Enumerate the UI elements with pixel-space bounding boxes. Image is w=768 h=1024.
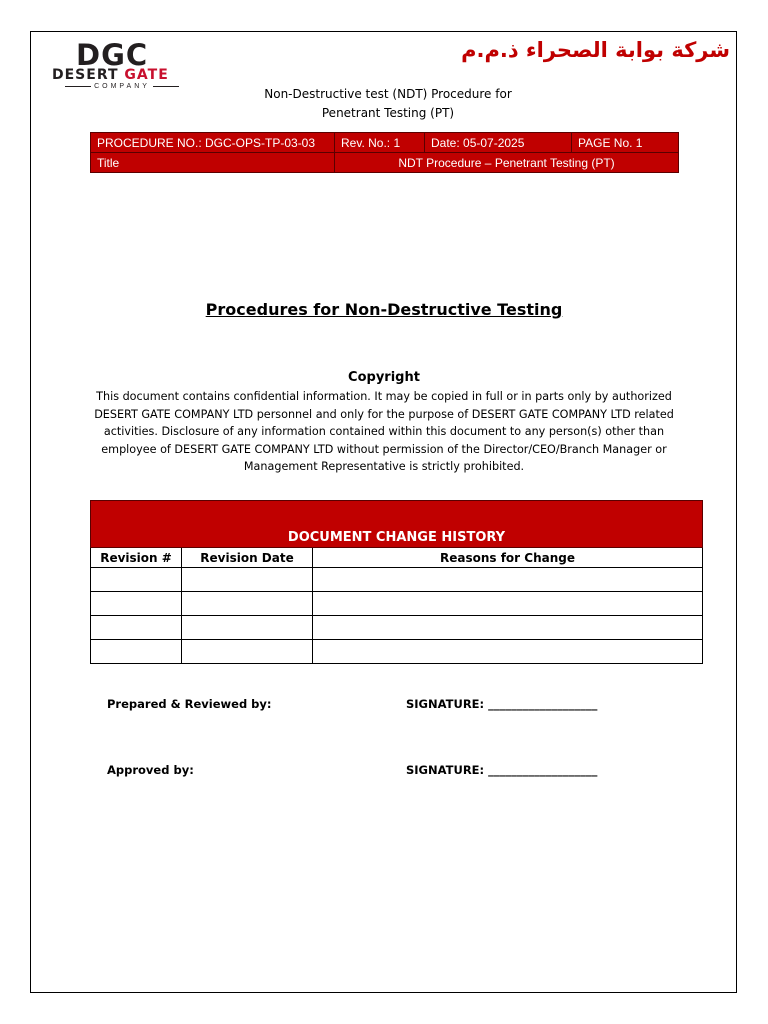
table-row [91, 640, 703, 664]
column-header: Revision # [91, 548, 182, 568]
copyright-text: This document contains confidential information. It may be copied in full or in parts only by authorized DESERT GATE COMPANY LTD personnel and only for the purpose of DESERT GATE COMPANY LTD related activities. Disclosure of any information contained within this document to any person(s) other than employee of DESERT GATE COMPANY LTD without permission of the Director/CEO/Branch Manager or Management Representative is strictly prohibited. [94, 390, 674, 473]
title-label: Title [91, 153, 335, 173]
company-logo [50, 38, 195, 96]
title-value: NDT Procedure – Penetrant Testing (PT) [335, 153, 679, 173]
document-heading-line1: Non-Destructive test (NDT) Procedure for [264, 87, 512, 101]
column-header: Revision Date [182, 548, 313, 568]
logo-mark: DGC [76, 38, 149, 72]
procedure-number: PROCEDURE NO.: DGC-OPS-TP-03-03 [91, 133, 335, 153]
page-number: PAGE No. 1 [572, 133, 679, 153]
procedure-date: Date: 05-07-2025 [425, 133, 572, 153]
prepared-by-label: Prepared & Reviewed by: [107, 697, 272, 711]
prepared-signature-line: SIGNATURE: ___________________ [406, 697, 598, 711]
procedure-header-table [90, 132, 679, 173]
table-row [91, 568, 703, 592]
logo-company-name: DESERT GATE [52, 67, 169, 83]
change-history-table [90, 500, 703, 664]
approved-signature-line: SIGNATURE: ___________________ [406, 763, 598, 777]
column-header: Reasons for Change [313, 548, 703, 568]
arabic-company-name: شركة بوابة الصحراء ذ.م.م [461, 38, 730, 62]
table-row [91, 616, 703, 640]
approved-by-label: Approved by: [107, 763, 194, 777]
document-heading-line2: Penetrant Testing (PT) [321, 106, 455, 120]
change-history-title: DOCUMENT CHANGE HISTORY [91, 501, 703, 548]
table-row [91, 592, 703, 616]
revision-number: Rev. No.: 1 [335, 133, 425, 153]
main-title: Procedures for Non-Destructive Testing [205, 300, 563, 319]
copyright-title: Copyright [348, 370, 420, 385]
logo-subtitle: COMPANY [54, 83, 190, 90]
